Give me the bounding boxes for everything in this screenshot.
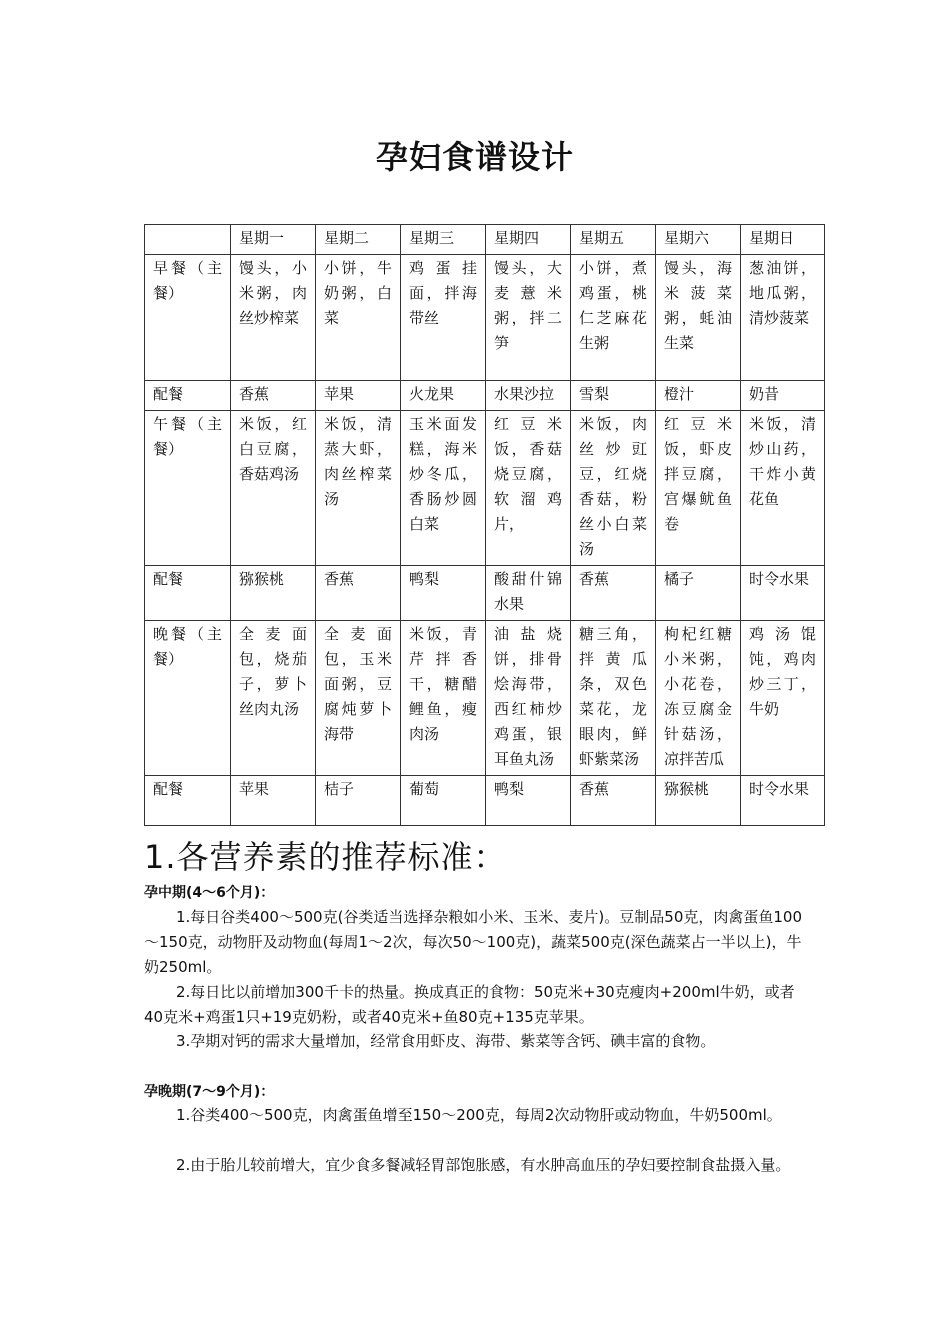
table-row-snack bbox=[145, 381, 825, 411]
table-cell: 米饭，青芹拌香干，糖醋鲤鱼，瘦肉汤 bbox=[401, 621, 486, 776]
table-cell: 香蕉 bbox=[316, 566, 401, 621]
row-label: 晚餐（主餐） bbox=[145, 621, 231, 776]
header-cell-wednesday: 星期三 bbox=[401, 225, 486, 255]
table-cell: 玉米面发糕，海米炒冬瓜，香肠炒圆白菜 bbox=[401, 411, 486, 566]
table-cell: 火龙果 bbox=[401, 381, 486, 411]
mid-item-1: 1.每日谷类400～500克(谷类适当选择杂粮如小米、玉米、麦片)。豆制品50克，肉禽蛋鱼100～150克，动物肝及动物血(每周1～2次，每次50～100克)，蔬菜500克(深色蔬菜占一半以上)，牛奶250ml。 bbox=[144, 908, 802, 976]
mid-item-3: 3.孕期对钙的需求大量增加，经常食用虾皮、海带、紫菜等含钙、碘丰富的食物。 bbox=[176, 1032, 716, 1050]
mid-item-2: 2.每日比以前增加300千卡的热量。换成真正的食物：50克米+30克瘦肉+200ml牛奶，或者40克米+鸡蛋1只+19克奶粉，或者40克米+鱼80克+135克苹果。 bbox=[144, 983, 795, 1026]
header-cell-tuesday: 星期二 bbox=[316, 225, 401, 255]
table-header-row bbox=[145, 225, 825, 255]
weekly-menu-table bbox=[144, 224, 825, 826]
table-cell: 米饭，清蒸大虾，肉丝榨菜汤 bbox=[316, 411, 401, 566]
table-cell: 鸭梨 bbox=[401, 566, 486, 621]
header-cell-monday: 星期一 bbox=[231, 225, 316, 255]
table-cell: 米饭，肉丝炒豇豆，红烧香菇，粉丝小白菜汤 bbox=[571, 411, 656, 566]
table-cell: 橘子 bbox=[656, 566, 741, 621]
table-cell: 红豆米饭，虾皮拌豆腐，宫爆鱿鱼卷 bbox=[656, 411, 741, 566]
table-cell: 全麦面包，烧茄子，萝卜丝肉丸汤 bbox=[231, 621, 316, 776]
header-cell-saturday: 星期六 bbox=[656, 225, 741, 255]
table-cell: 糖三角，拌黄瓜条，双色菜花，龙眼肉，鲜虾紫菜汤 bbox=[571, 621, 656, 776]
late-pregnancy-heading: 孕晚期(7～9个月)： bbox=[144, 1084, 275, 1100]
table-cell: 油盐烧饼，排骨烩海带，西红柿炒鸡蛋，银耳鱼丸汤 bbox=[486, 621, 571, 776]
table-row-snack bbox=[145, 776, 825, 826]
table-row-breakfast bbox=[145, 255, 825, 381]
table-cell: 水果沙拉 bbox=[486, 381, 571, 411]
table-cell: 馒头，小米粥，肉丝炒榨菜 bbox=[231, 255, 316, 381]
table-cell: 苹果 bbox=[316, 381, 401, 411]
table-cell: 馒头，大麦薏米粥，拌二笋 bbox=[486, 255, 571, 381]
table-cell: 米饭，清炒山药，干炸小黄花鱼 bbox=[741, 411, 825, 566]
table-cell: 鸡汤馄饨，鸡肉炒三丁，牛奶 bbox=[741, 621, 825, 776]
table-cell: 鸭梨 bbox=[486, 776, 571, 826]
header-cell-friday: 星期五 bbox=[571, 225, 656, 255]
table-cell: 米饭，红白豆腐，香菇鸡汤 bbox=[231, 411, 316, 566]
table-cell: 时令水果 bbox=[741, 566, 825, 621]
table-cell: 葡萄 bbox=[401, 776, 486, 826]
table-cell: 葱油饼，地瓜粥，清炒菠菜 bbox=[741, 255, 825, 381]
table-cell: 猕猴桃 bbox=[656, 776, 741, 826]
row-label: 配餐 bbox=[145, 381, 231, 411]
table-cell: 香蕉 bbox=[231, 381, 316, 411]
row-label: 配餐 bbox=[145, 776, 231, 826]
row-label: 午餐（主餐） bbox=[145, 411, 231, 566]
mid-pregnancy-heading: 孕中期(4～6个月)： bbox=[144, 885, 275, 901]
table-row-lunch bbox=[145, 411, 825, 566]
page-title: 孕妇食谱设计 bbox=[375, 138, 574, 176]
table-cell: 橙汁 bbox=[656, 381, 741, 411]
table-cell: 香蕉 bbox=[571, 566, 656, 621]
row-label: 早餐（主餐） bbox=[145, 255, 231, 381]
table-cell: 鸡蛋挂面，拌海带丝 bbox=[401, 255, 486, 381]
section-heading: 1.各营养素的推荐标准： bbox=[144, 838, 507, 876]
row-label: 配餐 bbox=[145, 566, 231, 621]
table-cell: 小饼，煮鸡蛋，桃仁芝麻花生粥 bbox=[571, 255, 656, 381]
table-cell: 酸甜什锦水果 bbox=[486, 566, 571, 621]
table-row-snack bbox=[145, 566, 825, 621]
header-cell-sunday: 星期日 bbox=[741, 225, 825, 255]
header-cell-corner bbox=[145, 225, 231, 255]
table-cell: 奶昔 bbox=[741, 381, 825, 411]
table-cell: 枸杞红糖小米粥，小花卷，冻豆腐金针菇汤，凉拌苦瓜 bbox=[656, 621, 741, 776]
late-item-1: 1.谷类400～500克，肉禽蛋鱼增至150～200克，每周2次动物肝或动物血，牛奶500ml。 bbox=[176, 1106, 782, 1124]
table-cell: 小饼，牛奶粥，白菜 bbox=[316, 255, 401, 381]
table-row-dinner bbox=[145, 621, 825, 776]
table-cell: 香蕉 bbox=[571, 776, 656, 826]
table-cell: 雪梨 bbox=[571, 381, 656, 411]
table-cell: 苹果 bbox=[231, 776, 316, 826]
table-cell: 红豆米饭，香菇烧豆腐，软溜鸡片， bbox=[486, 411, 571, 566]
table-cell: 猕猴桃 bbox=[231, 566, 316, 621]
table-cell: 全麦面包，玉米面粥，豆腐炖萝卜海带 bbox=[316, 621, 401, 776]
table-cell: 时令水果 bbox=[741, 776, 825, 826]
late-item-2: 2.由于胎儿较前增大，宜少食多餐减轻胃部饱胀感，有水肿高血压的孕妇要控制食盐摄入量。 bbox=[176, 1156, 791, 1174]
table-cell: 桔子 bbox=[316, 776, 401, 826]
header-cell-thursday: 星期四 bbox=[486, 225, 571, 255]
table-cell: 馒头，海米菠菜粥，蚝油生菜 bbox=[656, 255, 741, 381]
